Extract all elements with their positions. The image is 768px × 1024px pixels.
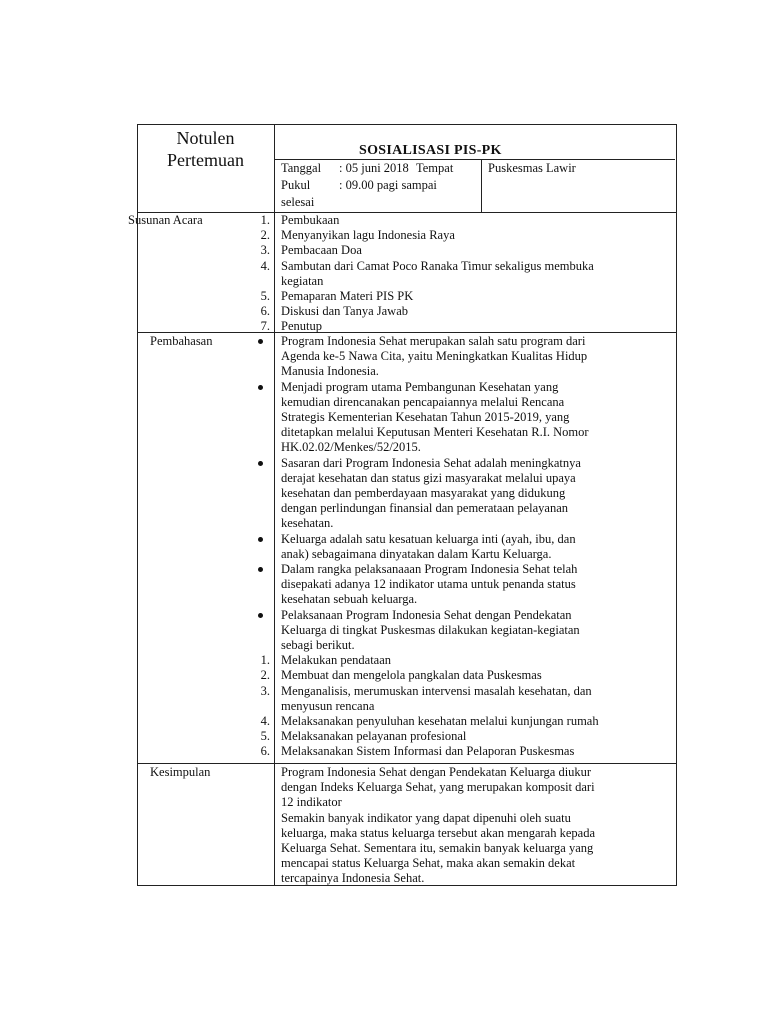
bullet-icon xyxy=(258,613,263,618)
susunan-item-number: 5. xyxy=(260,289,270,303)
header-title-divider xyxy=(274,159,675,160)
kesimpulan-text: mencapai status Keluarga Sehat, maka akan semakin dekat xyxy=(281,856,576,871)
pembahasan-bullet-text: Keluarga adalah satu kesatuan keluarga inti (ayah, ibu, dan xyxy=(281,531,576,546)
kesimpulan-text: 12 indikator xyxy=(281,795,342,810)
susunan-item-number: 1. xyxy=(260,213,270,227)
susunan-item-number: 4. xyxy=(260,258,270,273)
pembahasan-bullet-text: Sasaran dari Program Indonesia Sehat adalah meningkatnya xyxy=(281,455,581,470)
susunan-item-text: Pembukaan xyxy=(281,213,340,227)
pembahasan-step-text: Melaksanakan penyuluhan kesehatan melalui kunjungan rumah xyxy=(281,714,599,728)
kesimpulan-text: dengan Indeks Keluarga Sehat, yang merupakan komposit dari xyxy=(281,780,595,795)
susunan-item-number: 3. xyxy=(260,243,270,258)
pembahasan-bullet-text: Pelaksanaan Program Indonesia Sehat dengan Pendekatan xyxy=(281,607,572,622)
pembahasan-bullet-text: Dalam rangka pelaksanaaan Program Indonesia Sehat telah xyxy=(281,562,578,576)
bullet-icon xyxy=(258,567,263,572)
kesimpulan-text: Keluarga Sehat. Sementara itu, semakin banyak keluarga yang xyxy=(281,841,594,855)
susunan-item-text: Pemaparan Materi PIS PK xyxy=(281,289,414,303)
pembahasan-step-number: 3. xyxy=(260,683,270,698)
tempat-label: Tempat xyxy=(416,161,454,175)
kesimpulan-text: tercapainya Indonesia Sehat. xyxy=(281,871,425,886)
notulen-title-line1: Notulen xyxy=(176,128,235,148)
pembahasan-bullet-text: ditetapkan melalui Keputusan Menteri Kesehatan R.I. Nomor xyxy=(281,425,589,440)
bullet-icon xyxy=(258,385,263,390)
kesimpulan-label: Kesimpulan xyxy=(150,765,211,779)
row-divider-pembahasan xyxy=(137,763,676,764)
event-title: SOSIALISASI PIS-PK xyxy=(359,143,502,158)
kesimpulan-text: keluarga, maka status keluarga tersebut akan mengarah kepada xyxy=(281,825,595,840)
pembahasan-step-number: 5. xyxy=(260,729,270,744)
pembahasan-bullet-text: disepakati adanya 12 indikator utama untuk penanda status xyxy=(281,577,576,592)
kesimpulan-text: Program Indonesia Sehat dengan Pendekatan Keluarga diukur xyxy=(281,765,592,779)
pembahasan-bullet-text: Menjadi program utama Pembangunan Kesehatan yang xyxy=(281,379,559,394)
pembahasan-bullet-text: kemudian direncanakan pencapaiannya melalui Rencana xyxy=(281,394,565,409)
bullet-icon xyxy=(258,461,263,466)
pembahasan-bullet-text: kesehatan. xyxy=(281,516,334,531)
pembahasan-step-text: Menganalisis, merumuskan intervensi masalah kesehatan, dan xyxy=(281,683,592,698)
susunan-item-number: 6. xyxy=(260,304,270,319)
row-divider-susunan xyxy=(137,332,676,333)
susunan-acara-label: Susunan Acara xyxy=(128,213,203,227)
pembahasan-step-text: Melaksanakan pelayanan profesional xyxy=(281,729,467,744)
pembahasan-step-number: 4. xyxy=(260,714,270,728)
susunan-item-number: 2. xyxy=(260,228,270,243)
tanggal-label: Tanggal xyxy=(281,161,322,175)
pembahasan-step-number: 6. xyxy=(260,744,270,759)
pukul-label: Pukul xyxy=(281,178,311,192)
susunan-item-text: Menyanyikan lagu Indonesia Raya xyxy=(281,228,455,243)
pembahasan-bullet-text: anak) sebagaimana dinyatakan dalam Kartu Keluarga. xyxy=(281,546,552,561)
pembahasan-bullet-text: kesehatan sebuah keluarga. xyxy=(281,592,418,607)
pembahasan-step-text: Membuat dan mengelola pangkalan data Puskesmas xyxy=(281,668,542,683)
pembahasan-step-text: Melakukan pendataan xyxy=(281,653,392,668)
pembahasan-bullet-text: Manusia Indonesia. xyxy=(281,364,379,379)
pembahasan-bullet-text: kesehatan dan pemberdayaan masyarakat yang didukung xyxy=(281,486,566,500)
tanggal-value: : 05 juni 2018 xyxy=(339,161,409,175)
pembahasan-bullet-text: derajat kesehatan dan status gizi masyarakat melalui upaya xyxy=(281,470,576,485)
tempat-divider xyxy=(481,159,482,212)
pembahasan-bullet-text: dengan perlindungan finansial dan pemerataan pelayanan xyxy=(281,501,569,516)
pembahasan-bullet-text: HK.02.02/Menkes/52/2015. xyxy=(281,440,421,455)
pembahasan-bullet-text: Strategis Kementerian Kesehatan Tahun 2015-2019, yang xyxy=(281,410,570,424)
bullet-icon xyxy=(258,537,263,542)
column-divider xyxy=(274,124,275,885)
bullet-icon xyxy=(258,339,263,344)
pukul-value-line2: selesai xyxy=(281,195,315,209)
row-divider-header xyxy=(137,212,676,213)
pembahasan-bullet-text: Keluarga di tingkat Puskesmas dilakukan kegiatan-kegiatan xyxy=(281,622,580,637)
kesimpulan-text: Semakin banyak indikator yang dapat dipenuhi oleh suatu xyxy=(281,810,571,825)
pembahasan-bullet-text: Program Indonesia Sehat merupakan salah satu program dari xyxy=(281,334,586,348)
notulen-title-line2: Pertemuan xyxy=(167,150,244,170)
pembahasan-step-number: 1. xyxy=(260,653,270,668)
susunan-item-text: Pembacaan Doa xyxy=(281,243,362,258)
pembahasan-step-text: Melaksanakan Sistem Informasi dan Pelaporan Puskesmas xyxy=(281,744,575,759)
tempat-value: Puskesmas Lawir xyxy=(488,161,576,175)
susunan-item-text: Sambutan dari Camat Poco Ranaka Timur sekaligus membuka xyxy=(281,258,594,273)
pembahasan-bullet-text: Agenda ke-5 Nawa Cita, yaitu Meningkatkan Kualitas Hidup xyxy=(281,349,588,364)
pembahasan-label: Pembahasan xyxy=(150,334,213,348)
susunan-item-text: Penutup xyxy=(281,319,322,334)
pembahasan-step-number: 2. xyxy=(260,668,270,683)
susunan-item-text: Diskusi dan Tanya Jawab xyxy=(281,304,408,319)
pembahasan-bullet-text: sebagi berikut. xyxy=(281,638,355,652)
pukul-value-line1: : 09.00 pagi sampai xyxy=(339,178,437,192)
susunan-item-text: kegiatan xyxy=(281,273,324,288)
pembahasan-step-text: menyusun rencana xyxy=(281,698,375,713)
susunan-item-number: 7. xyxy=(260,319,270,334)
